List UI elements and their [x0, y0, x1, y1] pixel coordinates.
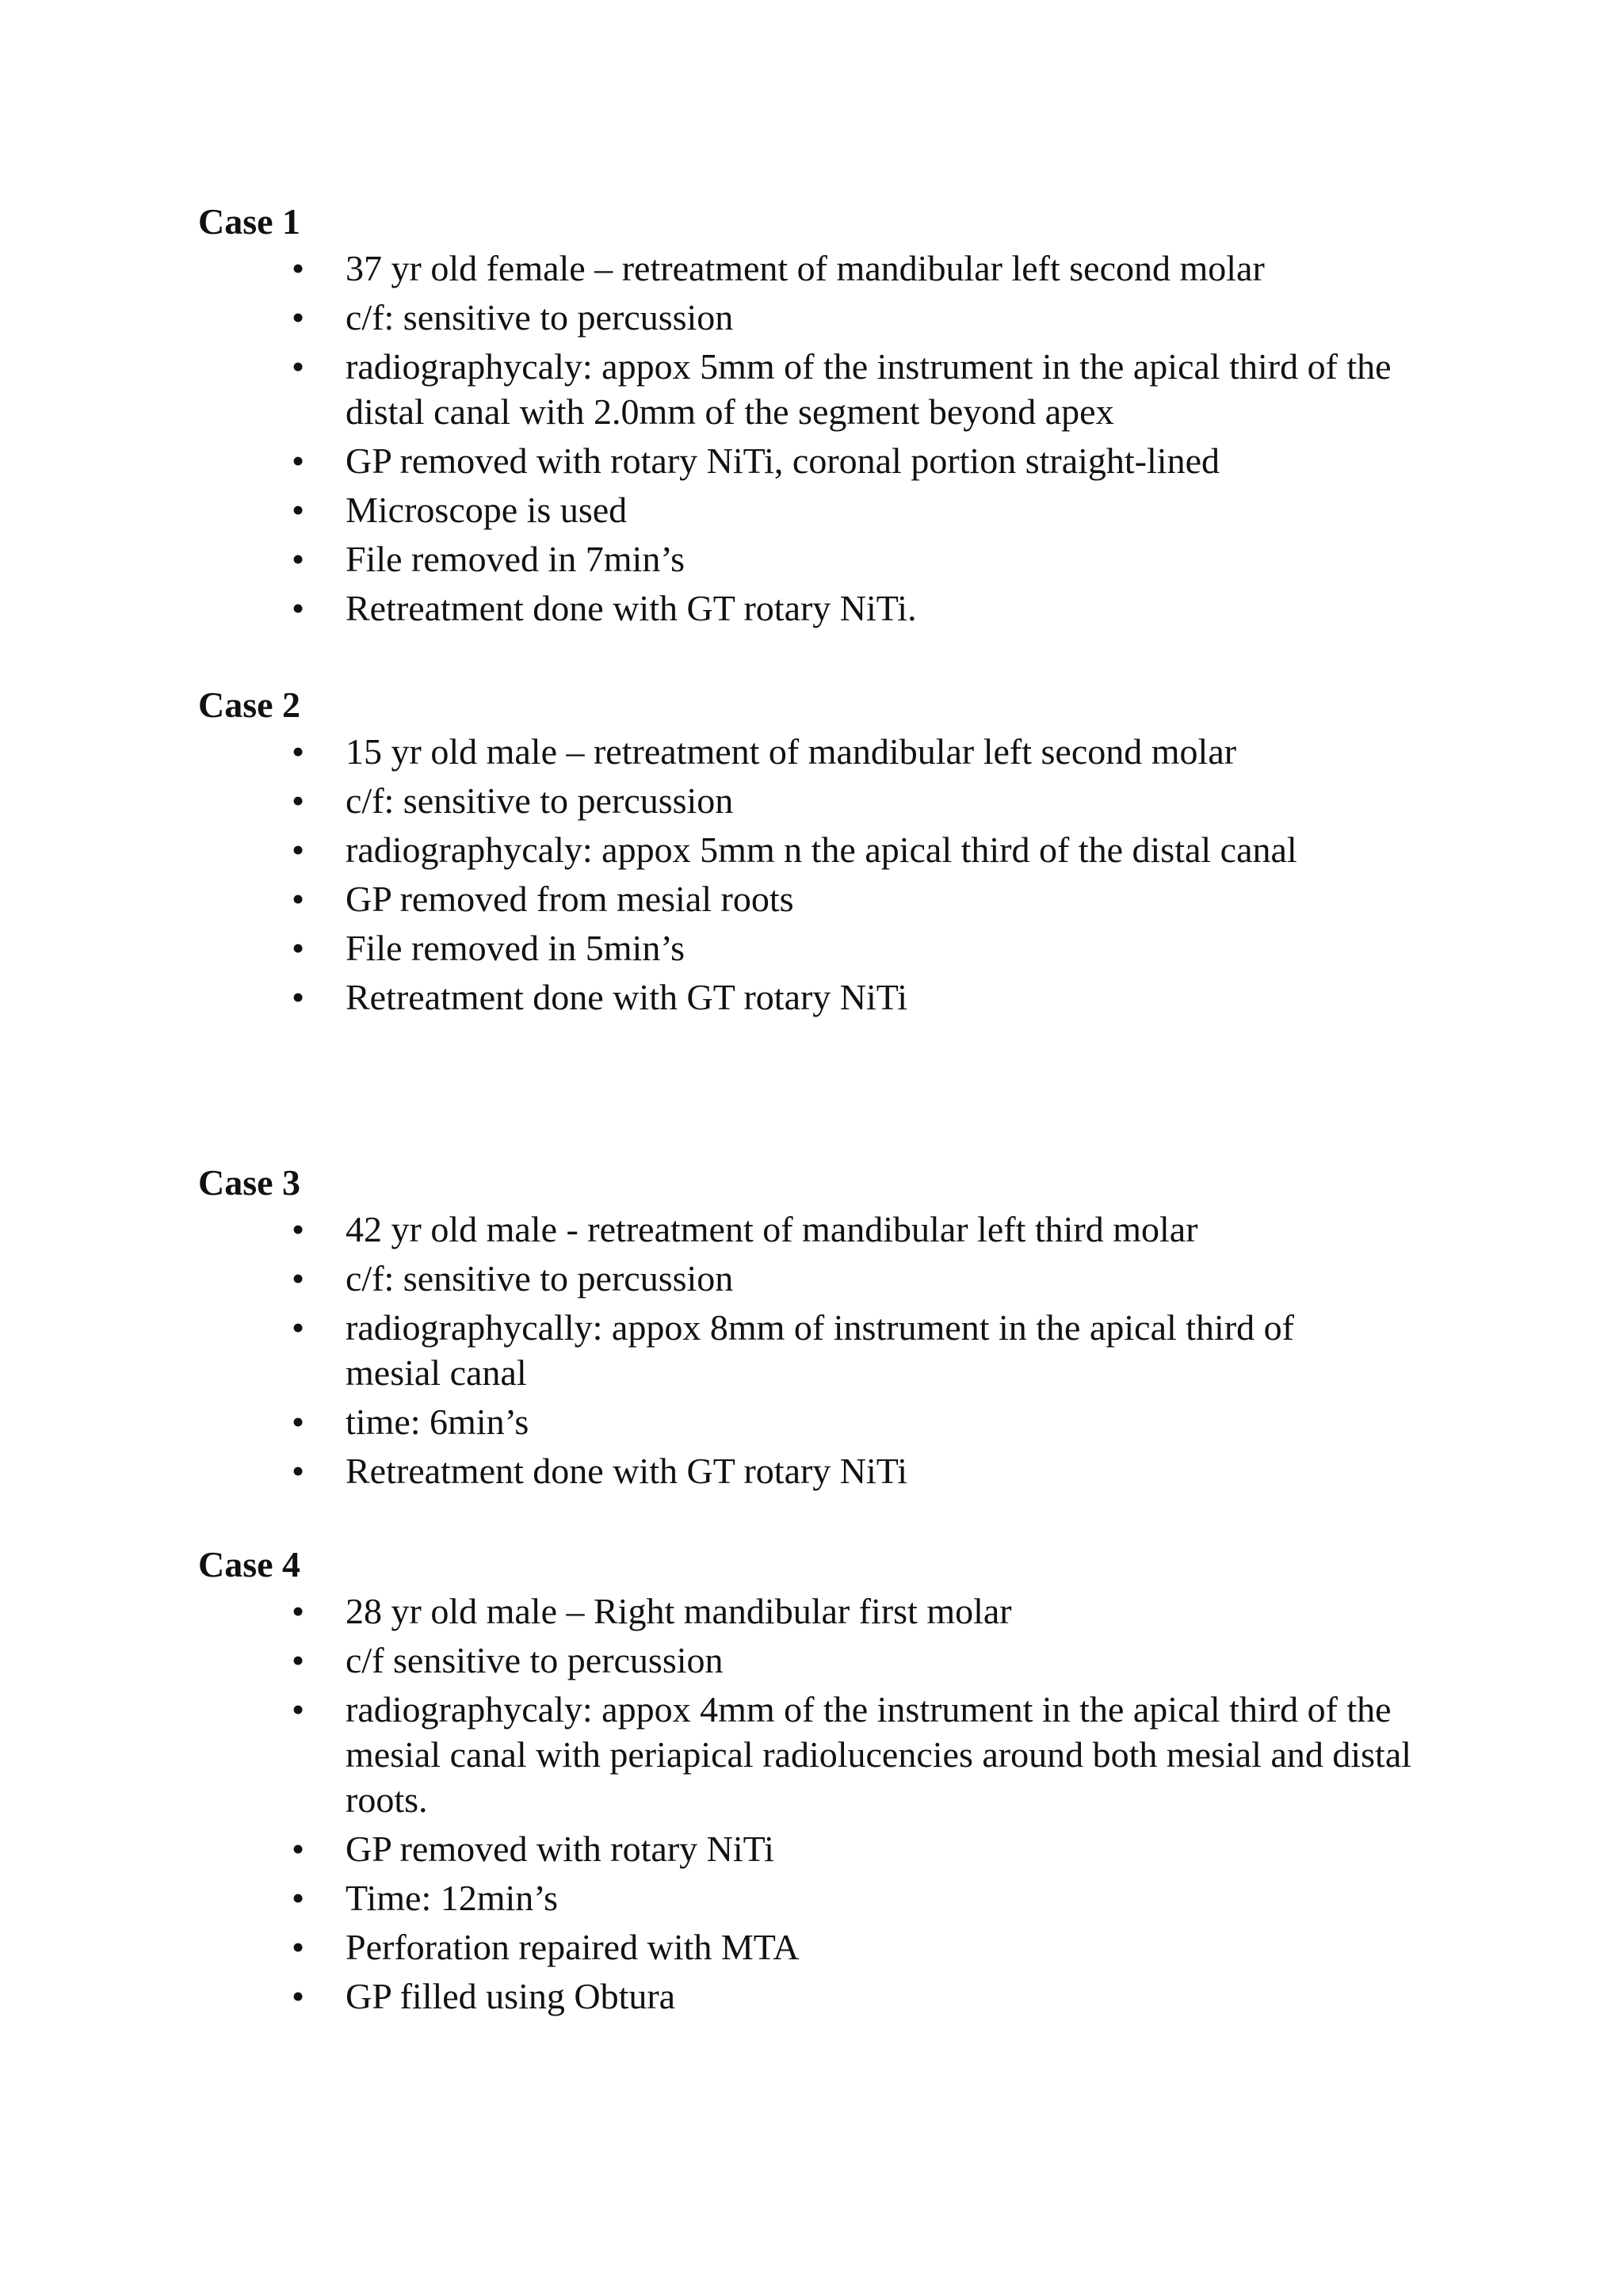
- list-item: • 42 yr old male - retreatment of mandibular left third molar: [346, 1207, 1466, 1256]
- list-item: • Microscope is used: [346, 487, 1466, 536]
- list-item: • Perforation repaired with MTA: [346, 1924, 1466, 1974]
- case-2-section: [198, 681, 1466, 1024]
- list-item: • GP filled using Obtura: [346, 1974, 1466, 2023]
- list-item: • radiographycaly: appox 5mm of the instrument in the apical third of the distal canal with 2.0mm of the segment beyond apex: [346, 344, 1392, 438]
- list-item: • Retreatment done with GT rotary NiTi.: [346, 585, 1466, 635]
- list-item: • Retreatment done with GT rotary NiTi: [346, 1448, 1466, 1497]
- case-3-title: Case 3: [198, 1162, 301, 1203]
- list-item: • c/f: sensitive to percussion: [346, 295, 1466, 344]
- list-item: • GP removed with rotary NiTi: [346, 1826, 1466, 1875]
- list-item: • File removed in 7min’s: [346, 536, 1466, 585]
- list-item: • Retreatment done with GT rotary NiTi: [346, 974, 1466, 1024]
- list-item: • c/f: sensitive to percussion: [346, 778, 1466, 827]
- list-item: • radiographycally: appox 8mm of instrument in the apical third of mesial canal: [346, 1305, 1376, 1399]
- list-item: • GP removed from mesial roots: [346, 876, 1466, 925]
- list-item: • radiographycaly: appox 4mm of the instrument in the apical third of the mesial canal with periapical radiolucencies around both mesial and distal roots.: [346, 1687, 1455, 1826]
- case-1-title: Case 1: [198, 201, 301, 242]
- list-item: • GP removed with rotary NiTi, coronal portion straight-lined: [346, 438, 1466, 487]
- list-item: • Time: 12min’s: [346, 1875, 1466, 1924]
- case-1-list: [198, 246, 1466, 635]
- case-2-list: [198, 729, 1466, 1024]
- case-1-section: [198, 198, 1466, 635]
- list-item: • radiographycaly: appox 5mm n the apical third of the distal canal: [346, 827, 1466, 876]
- list-item: • 28 yr old male – Right mandibular first molar: [346, 1589, 1466, 1638]
- list-item: • 37 yr old female – retreatment of mandibular left second molar: [346, 246, 1466, 295]
- case-4-title: Case 4: [198, 1544, 301, 1585]
- case-3-list: [198, 1207, 1466, 1497]
- case-2-title: Case 2: [198, 685, 301, 725]
- case-4-section: [198, 1541, 1466, 2023]
- list-item: • File removed in 5min’s: [346, 925, 1466, 974]
- list-item: • time: 6min’s: [346, 1399, 1466, 1448]
- list-item: • c/f: sensitive to percussion: [346, 1256, 1466, 1305]
- list-item: • 15 yr old male – retreatment of mandibular left second molar: [346, 729, 1466, 778]
- list-item: • c/f sensitive to percussion: [346, 1638, 1466, 1687]
- case-3-section: [198, 1159, 1466, 1497]
- case-4-list: [198, 1589, 1466, 2023]
